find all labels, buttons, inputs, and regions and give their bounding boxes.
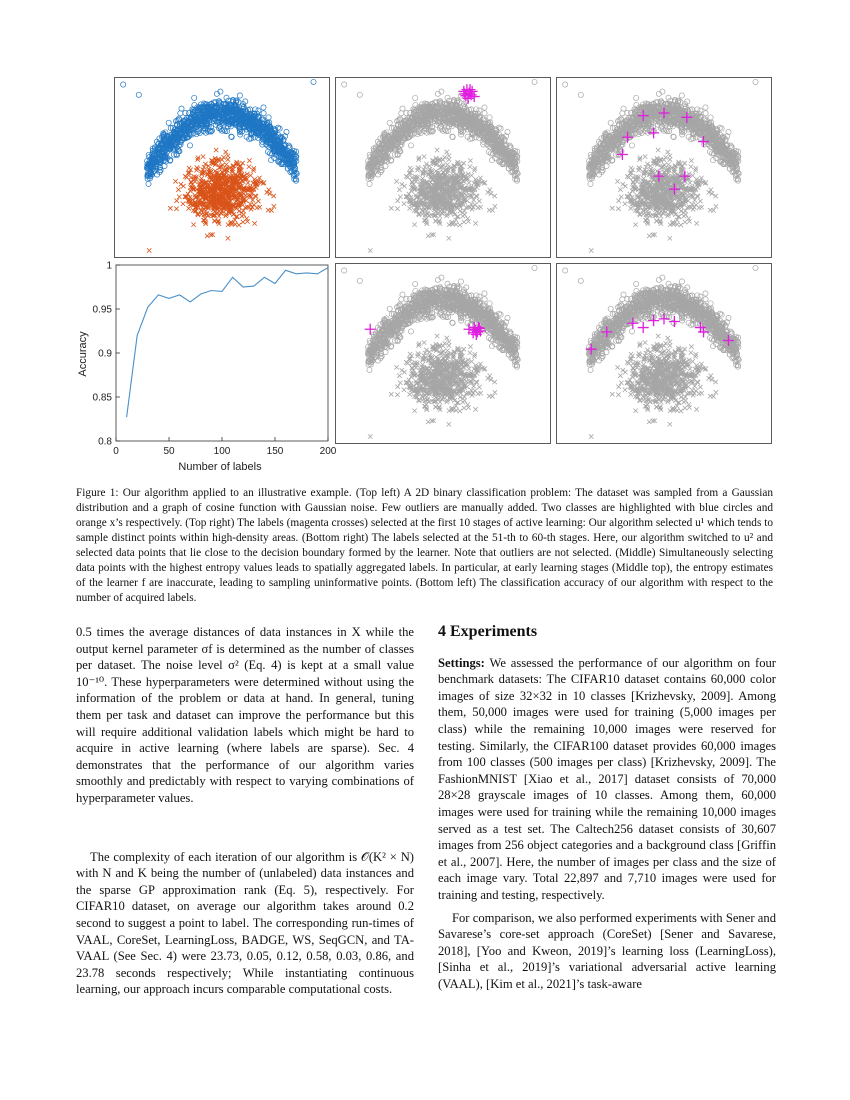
scatter-plot-entropy-early (335, 77, 551, 258)
scatter-panel-top-right (556, 77, 772, 258)
scatter-panel-top-left (114, 77, 330, 258)
scatter-plot-ours-early (556, 77, 772, 258)
scatter-plot-original-classes (114, 77, 330, 258)
scatter-panel-top-middle (335, 77, 551, 258)
